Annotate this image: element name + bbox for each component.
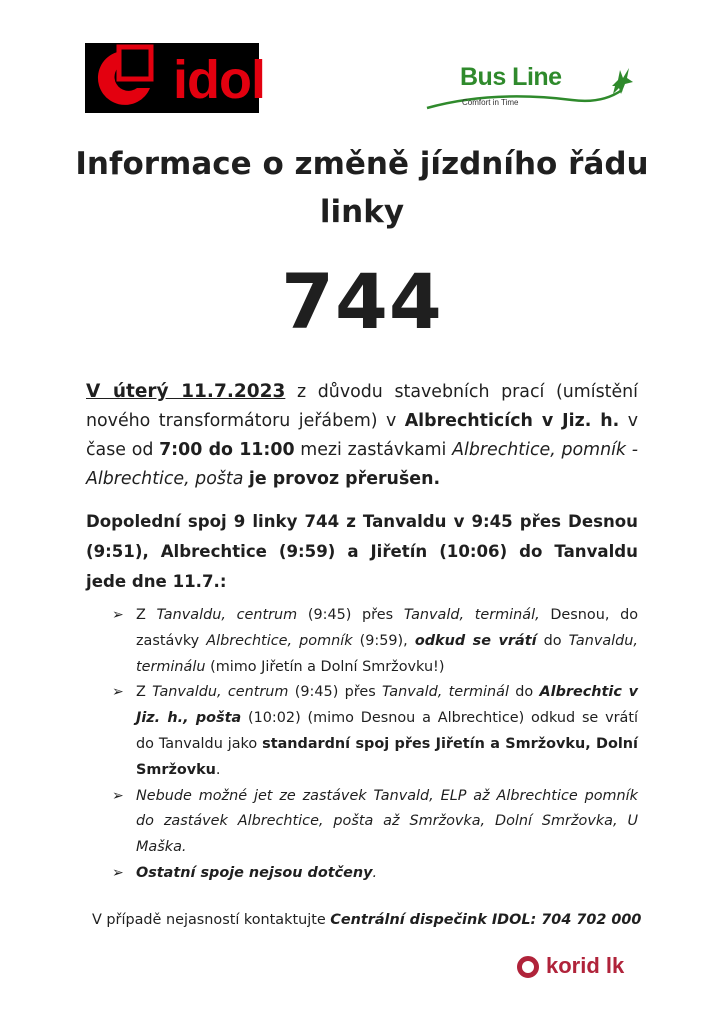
idol-wordmark: idol	[173, 50, 265, 110]
busline-logo	[422, 60, 642, 116]
title-line-2: linky	[319, 194, 405, 230]
dispatch-phone: Centrální dispečink IDOL: 704 702 000	[330, 912, 642, 928]
idol-logo	[85, 43, 265, 113]
list-item: ➢ Z Tanvaldu, centrum (9:45) přes Tanvald, terminál do Albrechtic v Jiz. h., pošta (10:02) (mimo Desnou a Albrechtice) odkud se vrátí do Tanvaldu jako standardní spoj přes Jiřetín a Smržovku, Dolní Smržovku.	[108, 680, 638, 783]
arrow-bullet-icon: ➢	[112, 684, 124, 701]
busline-wordmark: Bus Line	[460, 63, 562, 91]
closure-place: Albrechticích v Jiz. h.	[404, 411, 620, 431]
list-item: ➢ Ostatní spoje nejsou dotčeny.	[108, 861, 638, 887]
korid-wordmark: korid lk	[546, 953, 625, 978]
title-line-1: Informace o změně jízdního řádu	[75, 146, 649, 182]
korid-logo	[516, 952, 636, 980]
arrow-bullet-icon: ➢	[112, 607, 124, 623]
line-number: 744	[281, 257, 443, 346]
contact-line: V případě nejasností kontaktujte Centrální dispečink IDOL: 704 702 000	[92, 912, 642, 928]
closure-notice: V úterý 11.7.2023 z důvodu stavebních prací (umístění nového transformátoru jeřábem) v Albrechticích v Jiz. h. v čase od 7:00 do 11:00 mezi zastávkami Albrechtice, pomník - Albrechtice, pošta je provoz přerušen.	[86, 381, 638, 489]
closure-stops: Albrechtice, pomník - Albrechtice, pošta	[86, 440, 638, 489]
arrow-bullet-icon: ➢	[112, 864, 124, 881]
route-changes-list	[108, 603, 638, 887]
list-item: ➢ Nebude možné jet ze zastávek Tanvald, ELP až Albrechtice pomník do zastávek Albrechtice, pošta až Smržovka, Dolní Smržovka, U Maška.	[108, 784, 638, 861]
list-item: ➢ Z Tanvaldu, centrum (9:45) přes Tanvald, terminál, Desnou, do zastávky Albrechtice, pomník (9:59), odkud se vrátí do Tanvaldu, terminálu (mimo Jiřetín a Dolní Smržovku!)	[108, 603, 638, 680]
arrow-bullet-icon: ➢	[112, 787, 124, 804]
closure-result: je provoz přerušen.	[248, 469, 441, 489]
closure-time: 7:00 do 11:00	[159, 440, 295, 460]
korid-ring-icon	[516, 955, 540, 979]
idol-emblem-icon	[85, 43, 175, 113]
page-title	[40, 140, 684, 236]
connection-notice: Dopolední spoj 9 linky 744 z Tanvaldu v 9:45 přes Desnou (9:51), Albrechtice (9:59) a Jiřetín (10:06) do Tanvaldu jede dne 11.7.:	[86, 512, 638, 591]
busline-slogan: Comfort in Time	[462, 98, 519, 107]
closure-date: V úterý 11.7.2023	[86, 381, 286, 402]
